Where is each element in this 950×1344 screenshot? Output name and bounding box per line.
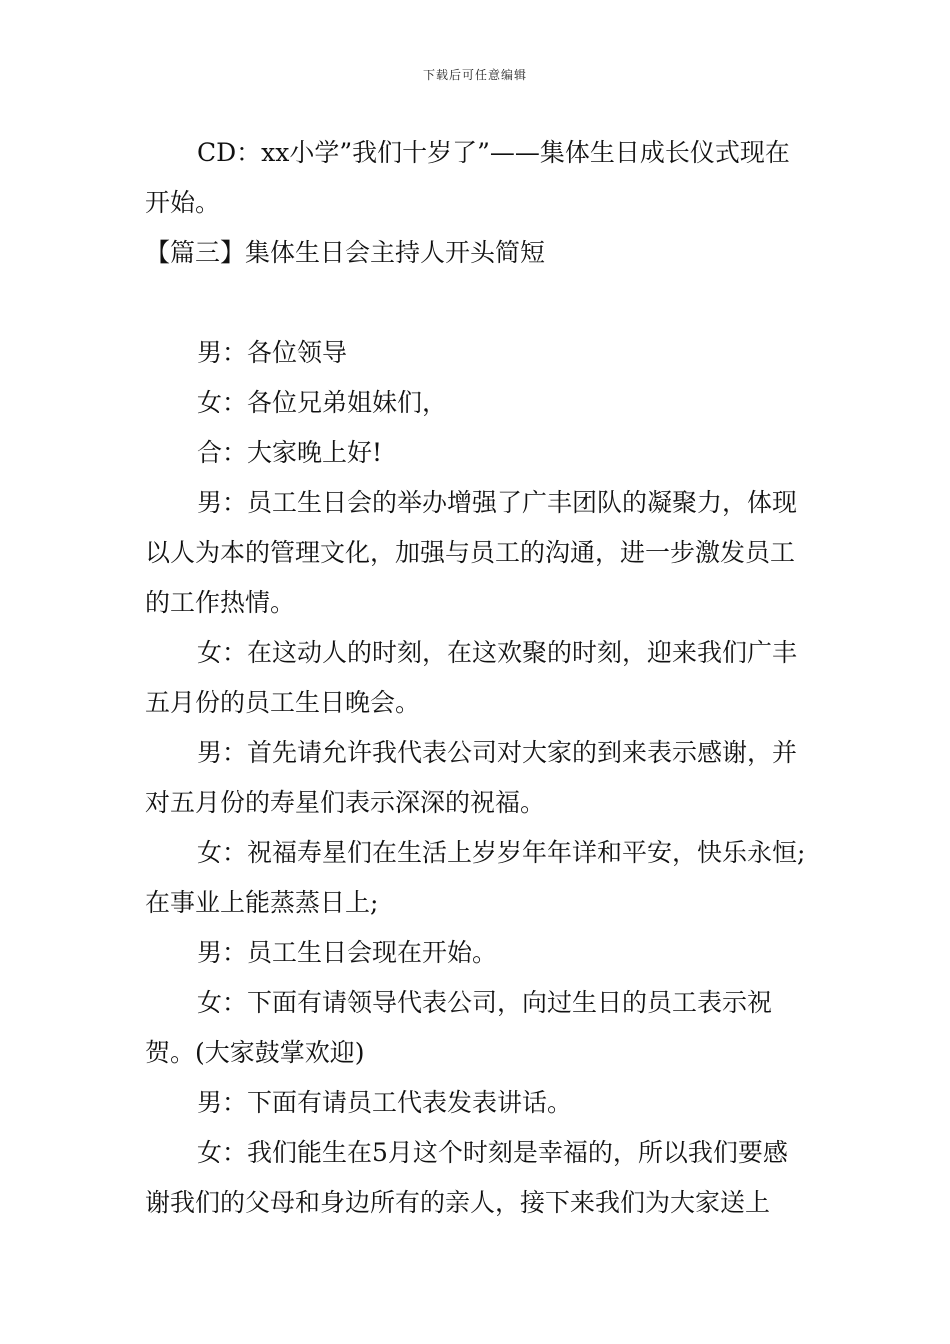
dialogue-line: 男：员工生日会的举办增强了广丰团队的凝聚力，体现以人为本的管理文化，加强与员工的沟通，进一步激发员工的工作热情。 [145, 488, 798, 617]
page-header-note: 下载后可任意编辑 [422, 68, 527, 82]
paragraph-opening: CD：xx小学”我们十岁了”——集体生日成长仪式现在开始。 [145, 138, 790, 217]
dialogue-line: 男：下面有请员工代表发表讲话。 [197, 1088, 573, 1117]
dialogue-line: 女：下面有请领导代表公司，向过生日的员工表示祝贺。(大家鼓掌欢迎) [145, 988, 773, 1067]
section-heading: 【篇三】集体生日会主持人开头简短 [145, 238, 546, 267]
dialogue-line: 女：各位兄弟姐妹们， [197, 388, 448, 417]
dialogue-line: 女：在这动人的时刻，在这欢聚的时刻，迎来我们广丰五月份的员工生日晚会。 [145, 638, 798, 717]
blank-line [145, 278, 810, 328]
dialogue-line: 合：大家晚上好! [197, 438, 383, 467]
dialogue-line: 男：各位领导 [197, 338, 348, 367]
dialogue-line: 女：我们能生在5月这个时刻是幸福的，所以我们要感谢我们的父母和身边所有的亲人，接下来我们为大家送上 [145, 1138, 788, 1217]
document-body [145, 128, 810, 1228]
dialogue-line: 女：祝福寿星们在生活上岁岁年年详和平安，快乐永恒;在事业上能蒸蒸日上; [145, 838, 806, 917]
dialogue-line: 男：首先请允许我代表公司对大家的到来表示感谢，并对五月份的寿星们表示深深的祝福。 [145, 738, 798, 817]
dialogue-line: 男：员工生日会现在开始。 [197, 938, 498, 967]
